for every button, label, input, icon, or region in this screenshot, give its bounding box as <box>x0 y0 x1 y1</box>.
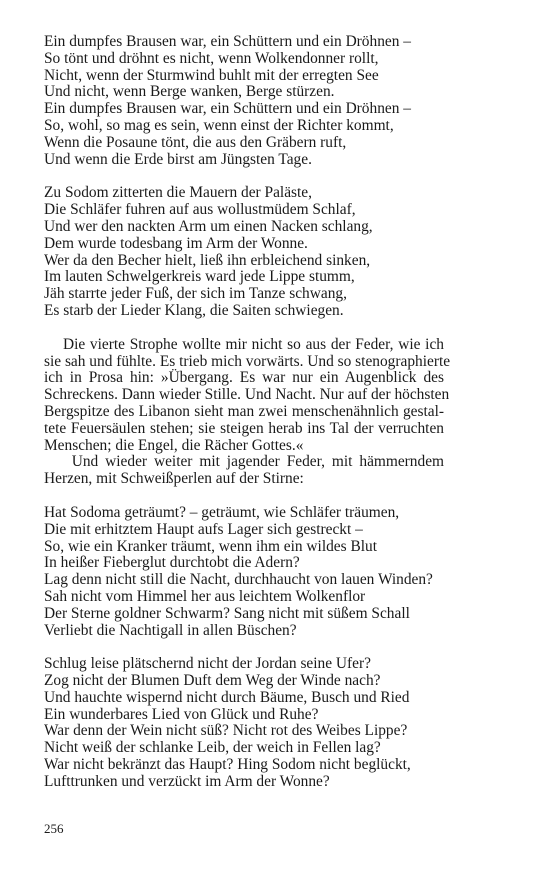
poem-line: Schlug leise plätschernd nicht der Jordan seine Ufer? <box>44 655 371 673</box>
poem-line: Lufttrunken und verzückt im Arm der Wonne? <box>44 772 330 790</box>
stanza-gap <box>44 168 444 185</box>
poem-line: Jäh starrte jeder Fuß, der sich im Tanze schwang, <box>44 285 347 303</box>
poem-line: Und hauchte wispernd nicht durch Bäume, Busch und Ried <box>44 688 410 706</box>
poem-line: Zu Sodom zitterten die Mauern der Paläste, <box>44 184 312 202</box>
poem-line: Ein wunderbares Lied von Glück und Ruhe? <box>44 705 319 723</box>
poem-line: Verliebt die Nachtigall in allen Büschen? <box>44 621 297 639</box>
poem-stanza-4 <box>44 656 444 790</box>
poem-line: Ein dumpfes Brausen war, ein Schüttern und ein Dröhnen – <box>44 100 411 118</box>
prose-line: Bergspitze des Libanon sieht man zwei menschenähnlich gestal- <box>44 402 444 420</box>
poem-line: Ein dumpfes Brausen war, ein Schüttern und ein Dröhnen – <box>44 33 411 50</box>
poem-line: Zog nicht der Blumen Duft dem Weg der Winde nach? <box>44 672 381 690</box>
poem-line: Und nicht, wenn Berge wanken, Berge stürzen. <box>44 83 335 101</box>
poem-stanza-2 <box>44 185 444 319</box>
poem-line: So, wohl, so mag es sein, wenn einst der Richter kommt, <box>44 116 394 134</box>
stanza-gap <box>44 639 444 656</box>
page-number: 256 <box>44 821 64 836</box>
poem-stanza-1 <box>44 34 444 168</box>
poem-stanza-3 <box>44 505 444 639</box>
poem-line: Wer da den Becher hielt, ließ ihn erbleichend sinken, <box>44 251 371 269</box>
poem-line: Wenn die Posaune tönt, die aus den Gräbern ruft, <box>44 133 347 151</box>
poem-line: Und wer den nackten Arm um einen Nacken schlang, <box>44 217 373 235</box>
poem-line: War denn der Wein nicht süß? Nicht rot des Weibes Lippe? <box>44 722 408 740</box>
poem-line: Der Sterne goldner Schwarm? Sang nicht mit süßem Schall <box>44 604 410 622</box>
poem-line: Und wenn die Erde birst am Jüngsten Tage. <box>44 150 312 168</box>
page-body <box>44 33 451 791</box>
prose-line: sie sah und fühlte. Es trieb mich vorwärts. Und so stenographierte <box>44 352 451 370</box>
stanza-gap <box>44 320 444 337</box>
poem-line: Nicht, wenn der Sturmwind buhlt mit der erregten See <box>44 66 379 84</box>
poem-line: Sah nicht vom Himmel her aus leichtem Wolkenflor <box>44 587 366 605</box>
poem-line: Dem wurde todesbang im Arm der Wonne. <box>44 234 308 252</box>
poem-line: Die Schläfer fuhren auf aus wollustmüdem Schlaf, <box>44 201 356 219</box>
poem-line: So tönt und dröhnt es nicht, wenn Wolkendonner rollt, <box>44 49 379 67</box>
poem-line: War nicht bekränzt das Haupt? Hing Sodom nicht beglückt, <box>44 756 411 774</box>
poem-line: Im lauten Schwelgerkreis ward jede Lippe stumm, <box>44 268 355 286</box>
prose-line: ich in Prosa hin: »Übergang. Es war nur ein Augenblick des <box>44 369 444 387</box>
prose-paragraph <box>44 335 451 488</box>
prose-line: tete Feuersäulen stehen; sie steigen herab ins Tal der verruchten <box>44 419 444 437</box>
poem-line: Hat Sodoma geträumt? – geträumt, wie Schläfer träumen, <box>44 503 400 521</box>
poem-line: Die mit erhitztem Haupt aufs Lager sich gestreckt – <box>44 520 363 538</box>
prose-line: Die vierte Strophe wollte mir nicht so aus der Feder, wie ich <box>44 335 444 353</box>
prose-line: Und wieder weiter mit jagender Feder, mit hämmerndem <box>44 453 444 471</box>
prose-line: Menschen; die Engel, die Rächer Gottes.« <box>44 436 304 454</box>
poem-line: Nicht weiß der schlanke Leib, der weich in Fellen lag? <box>44 739 381 757</box>
prose-line: Herzen, mit Schweißperlen auf der Stirne: <box>44 470 304 488</box>
stanza-gap <box>44 488 444 505</box>
poem-line: So, wie ein Kranker träumt, wenn ihm ein wildes Blut <box>44 537 377 555</box>
poem-line: Es starb der Lieder Klang, die Saiten schwiegen. <box>44 301 344 319</box>
poem-line: Lag denn nicht still die Nacht, durchhaucht von lauen Winden? <box>44 571 433 589</box>
prose-line: Schreckens. Dann wieder Stille. Und Nacht. Nur auf der höchsten <box>44 386 450 404</box>
poem-line: In heißer Fieberglut durchtobt die Adern? <box>44 554 300 572</box>
